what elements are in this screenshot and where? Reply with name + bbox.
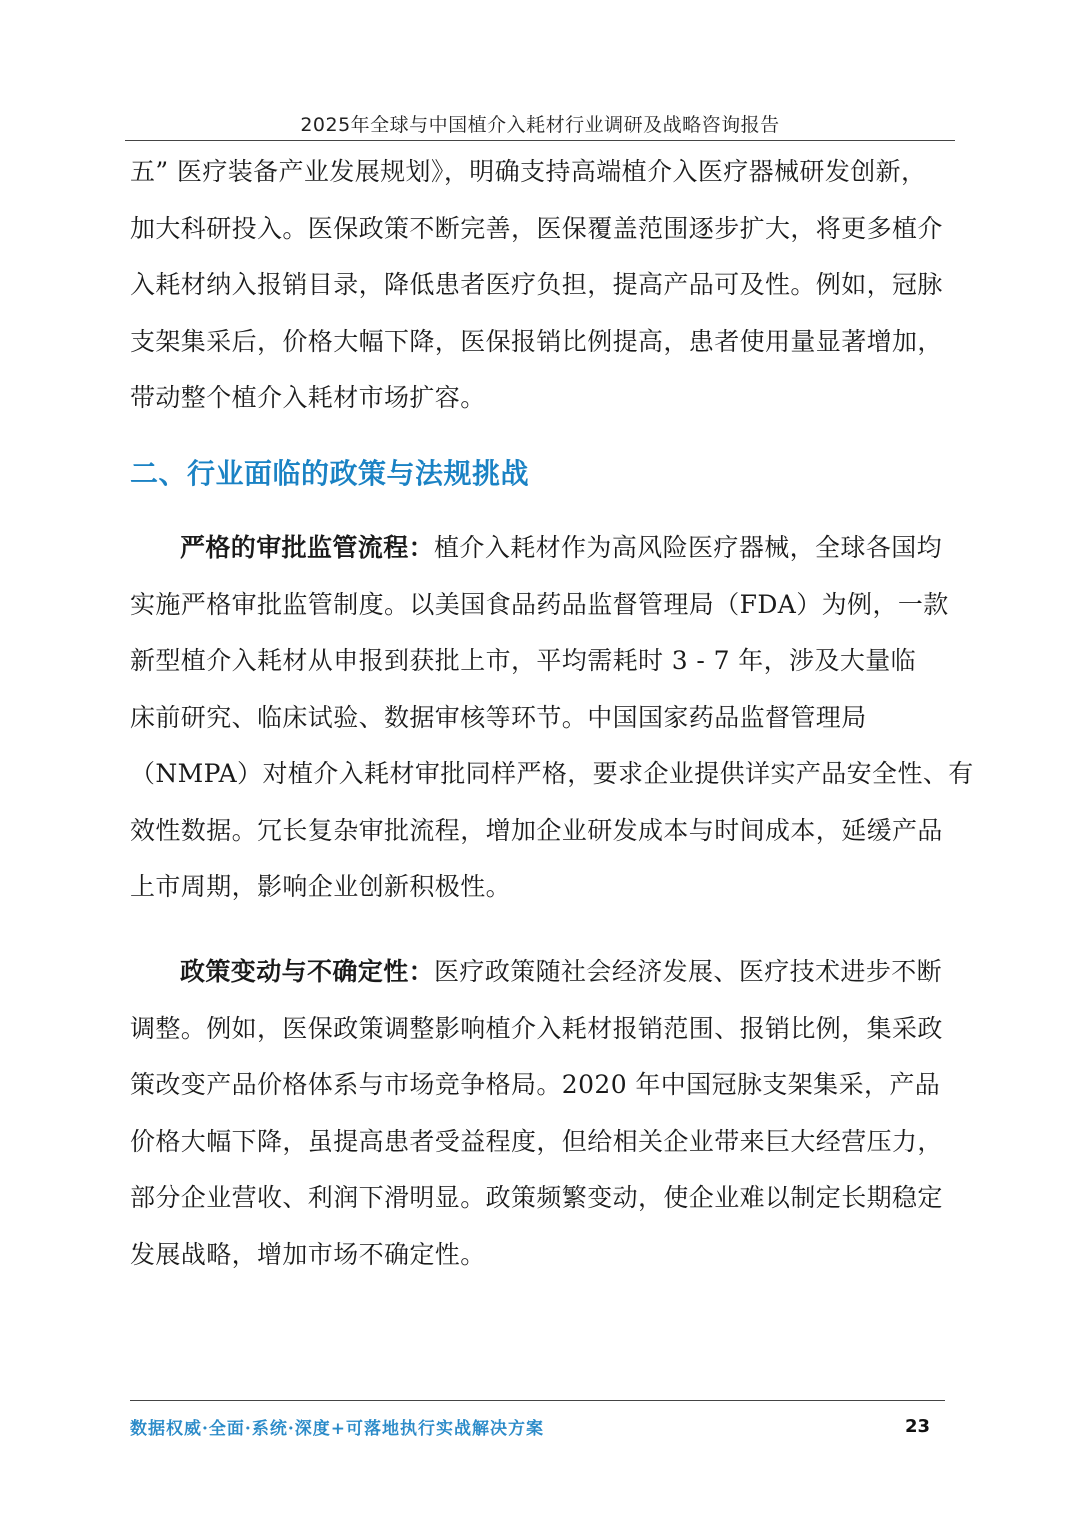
paragraph-line: 新型植介入耗材从申报到获批上市，平均需耗时 3 - 7 年，涉及大量临 bbox=[130, 646, 917, 675]
paragraph-line-text: 医疗政策随社会经济发展、医疗技术进步不断 bbox=[434, 957, 943, 986]
paragraph-line: 发展战略，增加市场不确定性。 bbox=[130, 1239, 486, 1269]
section-heading: 二、行业面临的政策与法规挑战 bbox=[130, 457, 530, 490]
paragraph-policy-uncertainty bbox=[130, 944, 945, 1283]
paragraph-first-line bbox=[130, 520, 945, 577]
paragraph-line: 效性数据。冗长复杂审批流程，增加企业研发成本与时间成本，延缓产品 bbox=[130, 815, 943, 845]
paragraph-line: 支架集采后，价格大幅下降，医保报销比例提高，患者使用量显著增加， bbox=[130, 326, 943, 356]
paragraph-line: 床前研究、临床试验、数据审核等环节。中国国家药品监督管理局 bbox=[130, 702, 867, 732]
paragraph-line: 加大科研投入。医保政策不断完善，医保覆盖范围逐步扩大，将更多植介 bbox=[130, 213, 943, 243]
paragraph-line: （NMPA）对植介入耗材审批同样严格，要求企业提供详实产品安全性、有 bbox=[130, 759, 974, 788]
paragraph-lead: 政策变动与不确定性： bbox=[180, 957, 435, 986]
paragraph-line: 入耗材纳入报销目录，降低患者医疗负担，提高产品可及性。例如，冠脉 bbox=[130, 270, 943, 299]
report-header-title: 2025年全球与中国植介入耗材行业调研及战略咨询报告 bbox=[300, 114, 780, 136]
paragraph-line: 部分企业营收、利润下滑明显。政策频繁变动，使企业难以制定长期稳定 bbox=[130, 1183, 943, 1212]
paragraph-line: 价格大幅下降，虽提高患者受益程度，但给相关企业带来巨大经营压力， bbox=[130, 1126, 943, 1156]
footer-divider bbox=[130, 1400, 945, 1401]
paragraph-approval-process bbox=[130, 520, 974, 916]
paragraph-lead: 严格的审批监管流程： bbox=[180, 533, 435, 562]
paragraph-line: 上市周期，影响企业创新积极性。 bbox=[130, 872, 512, 901]
page-number: 23 bbox=[904, 1416, 930, 1437]
paragraph-line: 实施严格审批监管制度。以美国食品药品监督管理局（FDA）为例，一款 bbox=[130, 589, 949, 619]
paragraph-line: 带动整个植介入耗材市场扩容。 bbox=[130, 383, 486, 412]
paragraph-line: 策改变产品价格体系与市场竞争格局。2020 年中国冠脉支架集采，产品 bbox=[130, 1070, 941, 1099]
header-divider bbox=[125, 140, 955, 141]
paragraph-first-line bbox=[130, 944, 945, 1001]
footer-slogan: 数据权威·全面·系统·深度+可落地执行实战解决方案 bbox=[130, 1419, 544, 1439]
paragraph-line: 五” 医疗装备产业发展规划》，明确支持高端植介入医疗器械研发创新， bbox=[130, 157, 927, 186]
intro-paragraph bbox=[130, 144, 945, 427]
paragraph-line: 调整。例如，医保政策调整影响植介入耗材报销范围、报销比例，集采政 bbox=[130, 1013, 943, 1043]
paragraph-line-text: 植介入耗材作为高风险医疗器械，全球各国均 bbox=[434, 533, 943, 562]
